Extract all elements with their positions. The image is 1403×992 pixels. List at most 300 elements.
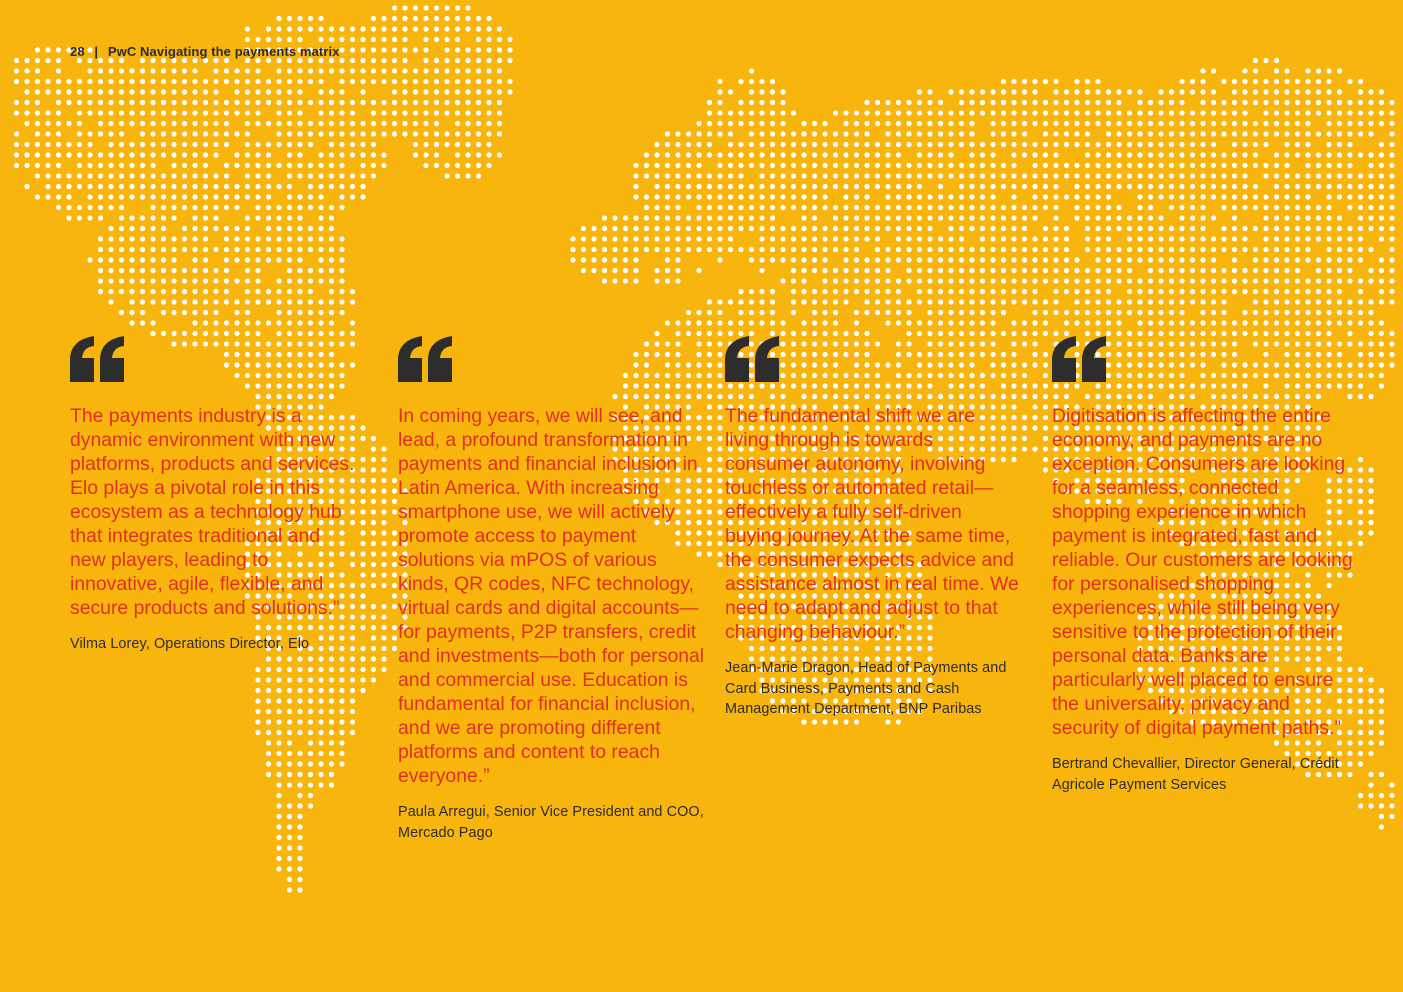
map-dot xyxy=(1221,310,1226,315)
map-dot xyxy=(875,278,880,283)
map-dot xyxy=(140,173,145,178)
map-dot xyxy=(1326,205,1331,210)
map-dot xyxy=(129,163,134,168)
map-dot xyxy=(150,320,155,325)
map-dot xyxy=(948,268,953,273)
map-dot xyxy=(1221,173,1226,178)
map-dot xyxy=(56,110,61,115)
map-dot xyxy=(1095,121,1100,126)
map-dot xyxy=(413,152,418,157)
map-dot xyxy=(1179,89,1184,94)
map-dot xyxy=(171,184,176,189)
map-dot xyxy=(780,194,785,199)
map-dot xyxy=(1284,100,1289,105)
map-dot xyxy=(990,194,995,199)
map-dot xyxy=(1043,163,1048,168)
map-dot xyxy=(77,205,82,210)
map-dot xyxy=(35,194,40,199)
map-dot xyxy=(339,89,344,94)
map-dot xyxy=(1064,247,1069,252)
map-dot xyxy=(1211,278,1216,283)
map-dot xyxy=(1116,121,1121,126)
map-dot xyxy=(1148,247,1153,252)
map-dot xyxy=(1253,58,1258,63)
map-dot xyxy=(854,110,859,115)
map-dot xyxy=(161,310,166,315)
map-dot xyxy=(633,173,638,178)
map-dot xyxy=(413,79,418,84)
map-dot xyxy=(1274,247,1279,252)
map-dot xyxy=(392,100,397,105)
map-dot xyxy=(497,68,502,73)
map-dot xyxy=(969,247,974,252)
map-dot xyxy=(203,257,208,262)
map-dot xyxy=(1221,205,1226,210)
page-number: 28 xyxy=(70,44,85,59)
map-dot xyxy=(896,194,901,199)
map-dot xyxy=(465,142,470,147)
map-dot xyxy=(1305,205,1310,210)
map-dot xyxy=(1253,226,1258,231)
map-dot xyxy=(360,593,365,598)
map-dot xyxy=(1064,289,1069,294)
map-dot xyxy=(1358,121,1363,126)
map-dot xyxy=(822,142,827,147)
quote-text: The fundamental shift we are living through is towards consumer autonomy, involving touchless or automated retail—effectively a fully self-driven buying journey. At the same time, the consumer expects advice and assistance almost in real time. We need to adapt and adjust to that changing behaviour.” xyxy=(725,405,1019,643)
map-dot xyxy=(371,26,376,31)
map-dot xyxy=(14,152,19,157)
map-dot xyxy=(392,635,397,640)
map-dot xyxy=(329,247,334,252)
map-dot xyxy=(339,719,344,724)
map-dot xyxy=(843,226,848,231)
map-dot xyxy=(371,530,376,535)
map-dot xyxy=(581,257,586,262)
map-dot xyxy=(98,215,103,220)
map-dot xyxy=(129,173,134,178)
map-dot xyxy=(959,320,964,325)
map-dot xyxy=(728,110,733,115)
map-dot xyxy=(234,205,239,210)
map-dot xyxy=(1358,236,1363,241)
map-dot xyxy=(1368,772,1373,777)
map-dot xyxy=(360,79,365,84)
map-dot xyxy=(675,184,680,189)
map-dot xyxy=(297,877,302,882)
map-dot xyxy=(1032,415,1037,420)
map-dot xyxy=(171,278,176,283)
map-dot xyxy=(87,257,92,262)
map-dot xyxy=(1274,68,1279,73)
map-dot xyxy=(1022,299,1027,304)
map-dot xyxy=(1011,89,1016,94)
map-dot xyxy=(728,226,733,231)
map-dot xyxy=(917,194,922,199)
map-dot xyxy=(1263,89,1268,94)
map-dot xyxy=(1148,257,1153,262)
map-dot xyxy=(56,47,61,52)
map-dot xyxy=(507,79,512,84)
map-dot xyxy=(1274,226,1279,231)
map-dot xyxy=(297,772,302,777)
map-dot xyxy=(1158,289,1163,294)
map-dot xyxy=(224,226,229,231)
map-dot xyxy=(801,257,806,262)
map-dot xyxy=(770,205,775,210)
map-dot xyxy=(707,131,712,136)
map-dot xyxy=(1295,110,1300,115)
map-dot xyxy=(1284,184,1289,189)
map-dot xyxy=(150,142,155,147)
map-dot xyxy=(1368,89,1373,94)
map-dot xyxy=(1095,226,1100,231)
map-dot xyxy=(1106,131,1111,136)
map-dot xyxy=(245,289,250,294)
map-dot xyxy=(738,310,743,315)
map-dot xyxy=(980,205,985,210)
map-dot xyxy=(864,257,869,262)
map-dot xyxy=(150,194,155,199)
map-dot xyxy=(770,100,775,105)
map-dot xyxy=(318,688,323,693)
map-dot xyxy=(917,89,922,94)
map-dot xyxy=(245,268,250,273)
map-dot xyxy=(1326,215,1331,220)
map-dot xyxy=(224,236,229,241)
map-dot xyxy=(1379,163,1384,168)
map-dot xyxy=(1011,289,1016,294)
map-dot xyxy=(255,299,260,304)
map-dot xyxy=(276,667,281,672)
map-dot xyxy=(885,152,890,157)
map-dot xyxy=(969,173,974,178)
map-dot xyxy=(465,16,470,21)
map-dot xyxy=(759,79,764,84)
map-dot xyxy=(602,236,607,241)
open-quote-icon xyxy=(398,336,452,386)
map-dot xyxy=(1095,79,1100,84)
map-dot xyxy=(150,215,155,220)
map-dot xyxy=(1316,236,1321,241)
map-dot xyxy=(1337,173,1342,178)
map-dot xyxy=(959,257,964,262)
map-dot xyxy=(938,110,943,115)
map-dot xyxy=(665,268,670,273)
map-dot xyxy=(318,68,323,73)
map-dot xyxy=(1263,163,1268,168)
map-dot xyxy=(938,131,943,136)
map-dot xyxy=(623,257,628,262)
map-dot xyxy=(896,247,901,252)
map-dot xyxy=(224,121,229,126)
map-dot xyxy=(917,184,922,189)
map-dot xyxy=(287,719,292,724)
map-dot xyxy=(360,37,365,42)
map-dot xyxy=(465,163,470,168)
map-dot xyxy=(822,320,827,325)
map-dot xyxy=(360,152,365,157)
map-dot xyxy=(948,205,953,210)
map-dot xyxy=(717,415,722,420)
map-dot xyxy=(675,247,680,252)
map-dot xyxy=(318,194,323,199)
map-dot xyxy=(864,152,869,157)
map-dot xyxy=(171,236,176,241)
map-dot xyxy=(318,709,323,714)
map-dot xyxy=(717,236,722,241)
map-dot xyxy=(140,100,145,105)
map-dot xyxy=(245,100,250,105)
map-dot xyxy=(801,320,806,325)
map-dot xyxy=(1064,257,1069,262)
map-dot xyxy=(1043,131,1048,136)
map-dot xyxy=(1295,131,1300,136)
map-dot xyxy=(423,79,428,84)
map-dot xyxy=(1148,194,1153,199)
map-dot xyxy=(906,226,911,231)
map-dot xyxy=(927,142,932,147)
map-dot xyxy=(927,110,932,115)
map-dot xyxy=(980,110,985,115)
map-dot xyxy=(917,236,922,241)
map-dot xyxy=(381,646,386,651)
map-dot xyxy=(1085,121,1090,126)
map-dot xyxy=(150,289,155,294)
map-dot xyxy=(360,509,365,514)
map-dot xyxy=(1053,236,1058,241)
map-dot xyxy=(770,110,775,115)
map-dot xyxy=(182,173,187,178)
map-dot xyxy=(1347,226,1352,231)
map-dot xyxy=(717,373,722,378)
map-dot xyxy=(1074,278,1079,283)
map-dot xyxy=(1200,142,1205,147)
map-dot xyxy=(1116,89,1121,94)
map-dot xyxy=(812,121,817,126)
map-dot xyxy=(360,163,365,168)
map-dot xyxy=(581,247,586,252)
map-dot xyxy=(917,121,922,126)
map-dot xyxy=(927,152,932,157)
map-dot xyxy=(182,278,187,283)
map-dot xyxy=(969,121,974,126)
map-dot xyxy=(1137,121,1142,126)
map-dot xyxy=(927,310,932,315)
map-dot xyxy=(990,110,995,115)
map-dot xyxy=(224,299,229,304)
map-dot xyxy=(1190,89,1195,94)
map-dot xyxy=(392,488,397,493)
map-dot xyxy=(140,226,145,231)
map-dot xyxy=(1074,268,1079,273)
map-dot xyxy=(1368,730,1373,735)
map-dot xyxy=(770,152,775,157)
map-dot xyxy=(140,121,145,126)
map-dot xyxy=(1358,310,1363,315)
map-dot xyxy=(339,236,344,241)
map-dot xyxy=(612,278,617,283)
map-dot xyxy=(455,47,460,52)
map-dot xyxy=(1022,268,1027,273)
map-dot xyxy=(875,226,880,231)
map-dot xyxy=(1221,152,1226,157)
map-dot xyxy=(455,89,460,94)
map-dot xyxy=(308,79,313,84)
map-dot xyxy=(843,205,848,210)
map-dot xyxy=(276,320,281,325)
map-dot xyxy=(633,226,638,231)
map-dot xyxy=(276,121,281,126)
map-dot xyxy=(392,16,397,21)
map-dot xyxy=(77,100,82,105)
map-dot xyxy=(1032,142,1037,147)
map-dot xyxy=(1242,131,1247,136)
map-dot xyxy=(119,89,124,94)
map-dot xyxy=(1148,205,1153,210)
map-dot xyxy=(203,173,208,178)
map-dot xyxy=(245,278,250,283)
map-dot xyxy=(1337,320,1342,325)
map-dot xyxy=(1053,121,1058,126)
map-dot xyxy=(98,194,103,199)
map-dot xyxy=(276,205,281,210)
map-dot xyxy=(1032,163,1037,168)
map-dot xyxy=(1116,205,1121,210)
map-dot xyxy=(465,110,470,115)
map-dot xyxy=(875,173,880,178)
map-dot xyxy=(623,268,628,273)
map-dot xyxy=(1211,194,1216,199)
map-dot xyxy=(486,131,491,136)
map-dot xyxy=(1274,58,1279,63)
map-dot xyxy=(1011,215,1016,220)
map-dot xyxy=(171,310,176,315)
map-dot xyxy=(381,572,386,577)
map-dot xyxy=(119,194,124,199)
map-dot xyxy=(1337,236,1342,241)
map-dot xyxy=(381,520,386,525)
map-dot xyxy=(1022,131,1027,136)
map-dot xyxy=(476,142,481,147)
map-dot xyxy=(990,320,995,325)
map-dot xyxy=(1169,299,1174,304)
map-dot xyxy=(1347,121,1352,126)
map-dot xyxy=(1232,79,1237,84)
map-dot xyxy=(192,100,197,105)
map-dot xyxy=(287,845,292,850)
map-dot xyxy=(287,761,292,766)
map-dot xyxy=(1337,110,1342,115)
map-dot xyxy=(486,142,491,147)
map-dot xyxy=(927,89,932,94)
map-dot xyxy=(1389,814,1394,819)
map-dot xyxy=(329,68,334,73)
map-dot xyxy=(1263,215,1268,220)
map-dot xyxy=(150,247,155,252)
map-dot xyxy=(1379,289,1384,294)
map-dot xyxy=(675,205,680,210)
map-dot xyxy=(45,121,50,126)
map-dot xyxy=(581,268,586,273)
map-dot xyxy=(245,194,250,199)
map-dot xyxy=(759,299,764,304)
map-dot xyxy=(591,257,596,262)
map-dot xyxy=(476,79,481,84)
map-dot xyxy=(801,247,806,252)
map-dot xyxy=(381,100,386,105)
map-dot xyxy=(318,215,323,220)
map-dot xyxy=(402,5,407,10)
map-dot xyxy=(717,121,722,126)
map-dot xyxy=(917,320,922,325)
map-dot xyxy=(1368,121,1373,126)
map-dot xyxy=(1011,205,1016,210)
map-dot xyxy=(1011,142,1016,147)
map-dot xyxy=(969,299,974,304)
map-dot xyxy=(203,289,208,294)
map-dot xyxy=(192,173,197,178)
map-dot xyxy=(854,173,859,178)
map-dot xyxy=(686,152,691,157)
map-dot xyxy=(812,173,817,178)
map-dot xyxy=(927,194,932,199)
map-dot xyxy=(192,320,197,325)
map-dot xyxy=(486,163,491,168)
map-dot xyxy=(612,257,617,262)
map-dot xyxy=(192,142,197,147)
map-dot xyxy=(1295,79,1300,84)
map-dot xyxy=(644,163,649,168)
map-dot xyxy=(1368,520,1373,525)
map-dot xyxy=(1274,100,1279,105)
map-dot xyxy=(654,152,659,157)
map-dot xyxy=(906,236,911,241)
map-dot xyxy=(822,278,827,283)
map-dot xyxy=(297,152,302,157)
map-dot xyxy=(56,152,61,157)
map-dot xyxy=(1379,121,1384,126)
map-dot xyxy=(1337,226,1342,231)
map-dot xyxy=(1043,173,1048,178)
map-dot xyxy=(696,215,701,220)
map-dot xyxy=(318,257,323,262)
map-dot xyxy=(1200,131,1205,136)
map-dot xyxy=(77,215,82,220)
map-dot xyxy=(56,205,61,210)
map-dot xyxy=(381,121,386,126)
map-dot xyxy=(1106,299,1111,304)
map-dot xyxy=(1085,310,1090,315)
map-dot xyxy=(864,299,869,304)
map-dot xyxy=(56,79,61,84)
map-dot xyxy=(959,142,964,147)
map-dot xyxy=(350,730,355,735)
map-dot xyxy=(948,320,953,325)
map-dot xyxy=(1011,173,1016,178)
map-dot xyxy=(896,278,901,283)
map-dot xyxy=(129,299,134,304)
map-dot xyxy=(245,310,250,315)
map-dot xyxy=(287,751,292,756)
map-dot xyxy=(864,173,869,178)
map-dot xyxy=(1326,247,1331,252)
map-dot xyxy=(350,110,355,115)
map-dot xyxy=(696,247,701,252)
map-dot xyxy=(266,698,271,703)
map-dot xyxy=(1200,215,1205,220)
map-dot xyxy=(749,163,754,168)
map-dot xyxy=(108,257,113,262)
